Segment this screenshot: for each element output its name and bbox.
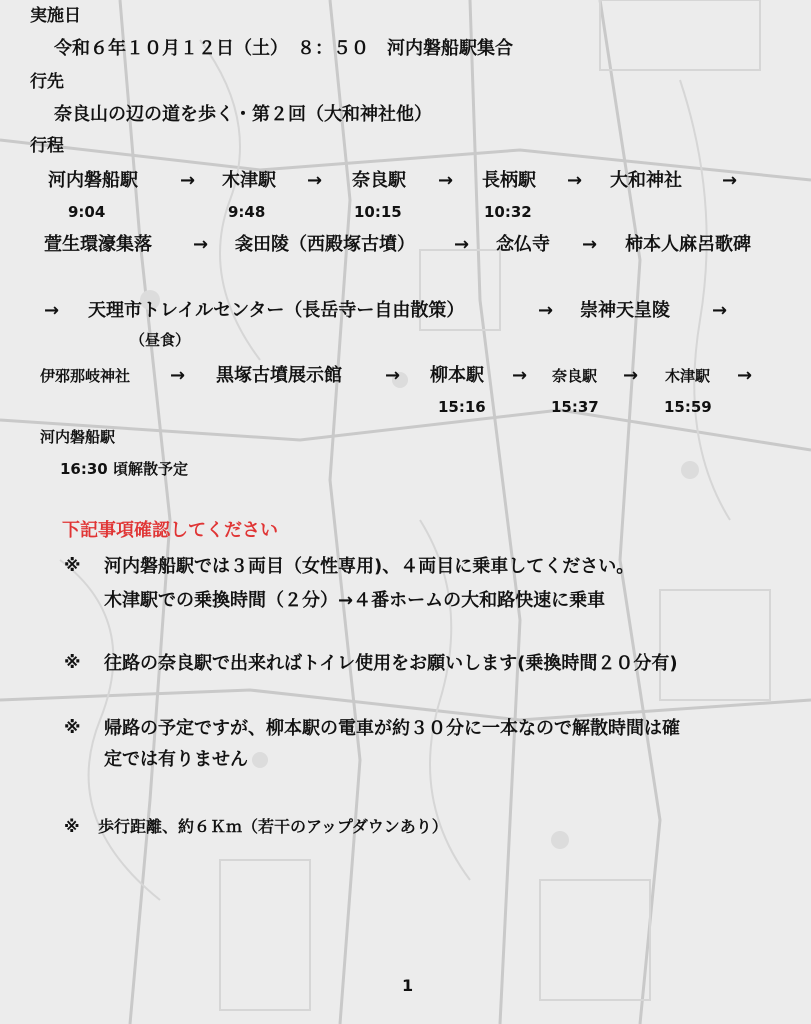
note-line: 定では有りません [104, 749, 248, 770]
time: 9:04 [68, 203, 106, 221]
bullet: ※ [64, 556, 81, 576]
date-value: 令和６年１０月１２日（土） ８：５０ 河内磐船駅集合 [54, 38, 513, 59]
arrow: → [582, 234, 598, 255]
arrow: → [712, 300, 728, 321]
time: 9:48 [228, 203, 266, 221]
bullet: ※ [64, 718, 81, 738]
stop: 木津駅 [222, 170, 276, 191]
stop: 河内磐船駅 [48, 170, 138, 191]
arrow: → [307, 170, 323, 191]
arrow: → [454, 234, 470, 255]
stop: 念仏寺 [496, 234, 550, 255]
lunch-note: （昼食） [130, 331, 191, 349]
stop: 柿本人麻呂歌碑 [625, 234, 751, 255]
time: 10:15 [354, 203, 402, 221]
arrow: → [737, 365, 753, 386]
arrow: → [538, 300, 554, 321]
note-line: 木津駅での乗換時間（２分）→４番ホームの大和路快速に乗車 [104, 590, 606, 611]
note-line: 歩行距離、約６Ｋｍ（若干のアップダウンあり） [98, 817, 448, 836]
stop: 木津駅 [665, 367, 711, 385]
bullet: ※ [64, 653, 81, 673]
stop: 崇神天皇陵 [580, 300, 670, 321]
stop: 萱生環濠集落 [44, 234, 152, 255]
date-label: 実施日 [30, 6, 81, 26]
arrow: → [170, 365, 186, 386]
stop: 衾田陵（西殿塚古墳） [235, 234, 415, 255]
arrow: → [512, 365, 528, 386]
stop: 奈良駅 [352, 170, 406, 191]
destination-label: 行先 [30, 72, 64, 92]
bullet: ※ [64, 817, 80, 836]
time: 15:16 [438, 398, 486, 416]
arrow: → [44, 300, 60, 321]
notice-heading: 下記事項確認してください [62, 520, 278, 541]
final-stop: 河内磐船駅 [40, 428, 116, 446]
arrow: → [623, 365, 639, 386]
final-time: 16:30 頃解散予定 [60, 460, 188, 478]
arrow: → [567, 170, 583, 191]
arrow: → [193, 234, 209, 255]
arrow: → [722, 170, 738, 191]
note-line: 帰路の予定ですが、柳本駅の電車が約３０分に一本なので解散時間は確 [104, 718, 680, 739]
stop: 柳本駅 [430, 365, 484, 386]
itinerary-label: 行程 [30, 136, 64, 156]
stop: 天理市トレイルセンター（長岳寺ー自由散策） [88, 300, 465, 321]
arrow: → [385, 365, 401, 386]
destination-value: 奈良山の辺の道を歩く・第２回（大和神社他） [54, 104, 432, 125]
note-line: 往路の奈良駅で出来ればトイレ使用をお願いします(乗換時間２０分有) [104, 653, 678, 674]
arrow: → [180, 170, 196, 191]
stop: 伊邪那岐神社 [40, 367, 131, 385]
stop: 黒塚古墳展示館 [216, 365, 342, 386]
arrow: → [438, 170, 454, 191]
stop: 奈良駅 [552, 367, 598, 385]
time: 15:59 [664, 398, 712, 416]
stop: 大和神社 [610, 170, 682, 191]
stop: 長柄駅 [482, 170, 536, 191]
time: 10:32 [484, 203, 532, 221]
time: 15:37 [551, 398, 599, 416]
page-number: 1 [402, 976, 414, 995]
note-line: 河内磐船駅では３両目（女性専用)、４両目に乗車してください。 [104, 556, 635, 577]
